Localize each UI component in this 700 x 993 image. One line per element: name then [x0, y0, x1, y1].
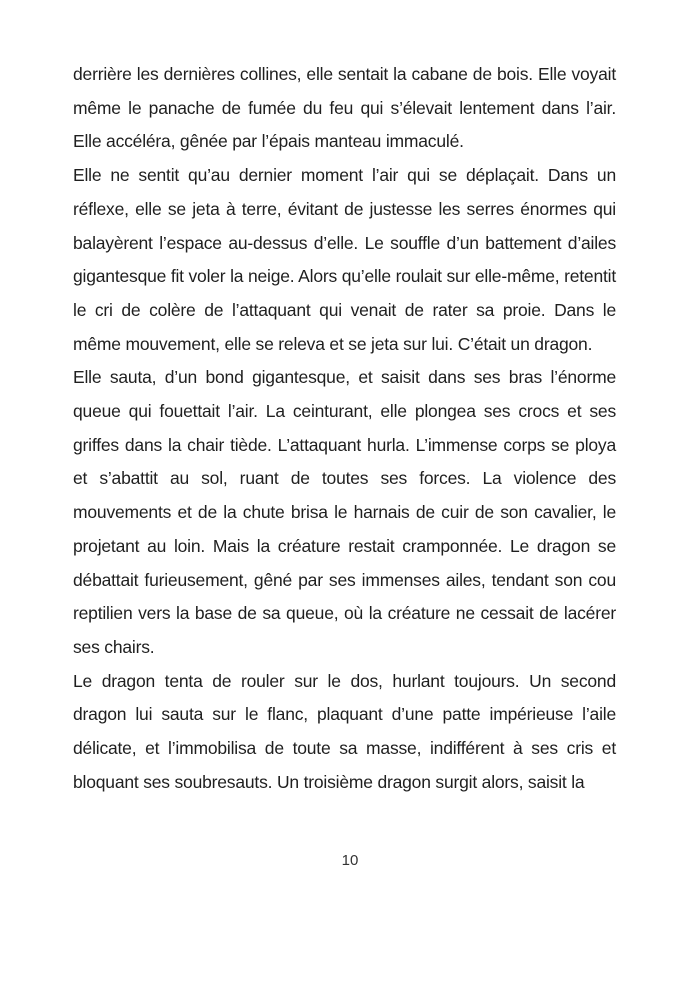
page-body	[73, 58, 616, 799]
paragraph: Elle sauta, d’un bond gigantesque, et saisit dans ses bras l’énorme queue qui fouettait l’air. La ceinturant, elle plongea ses crocs et ses griffes dans la chair tiède. L’attaquant hurla. L’immense corps se ploya et s’abattit au sol, ruant de toutes ses forces. La violence des mouvements et de la chute brisa le harnais de cuir de son cavalier, le projetant au loin. Mais la créature restait cramponnée. Le dragon se débattait furieusement, gêné par ses immenses ailes, tendant son cou reptilien vers la base de sa queue, où la créature ne cessait de lacérer ses chairs.	[73, 367, 616, 657]
paragraph: Elle ne sentit qu’au dernier moment l’air qui se déplaçait. Dans un réflexe, elle se jeta à terre, évitant de justesse les serres énormes qui balayèrent l’espace au-dessus d’elle. Le souffle d’un battement d’ailes gigantesque fit voler la neige. Alors qu’elle roulait sur elle-même, retentit le cri de colère de l’attaquant qui venait de rater sa proie. Dans le même mouvement, elle se releva et se jeta sur lui. C’était un dragon.	[73, 165, 616, 354]
paragraph: Le dragon tenta de rouler sur le dos, hurlant toujours. Un second dragon lui sauta sur le flanc, plaquant d’une patte impérieuse l’aile délicate, et l’immobilisa de toute sa masse, indifférent à ses cris et bloquant ses soubresauts. Un troisième dragon surgit alors, saisit la	[73, 670, 616, 792]
paragraph: derrière les dernières collines, elle sentait la cabane de bois. Elle voyait même le panache de fumée du feu qui s’élevait lentement dans l’air. Elle accéléra, gênée par l’épais manteau immaculé.	[73, 64, 616, 152]
page-number: 10	[341, 852, 359, 869]
